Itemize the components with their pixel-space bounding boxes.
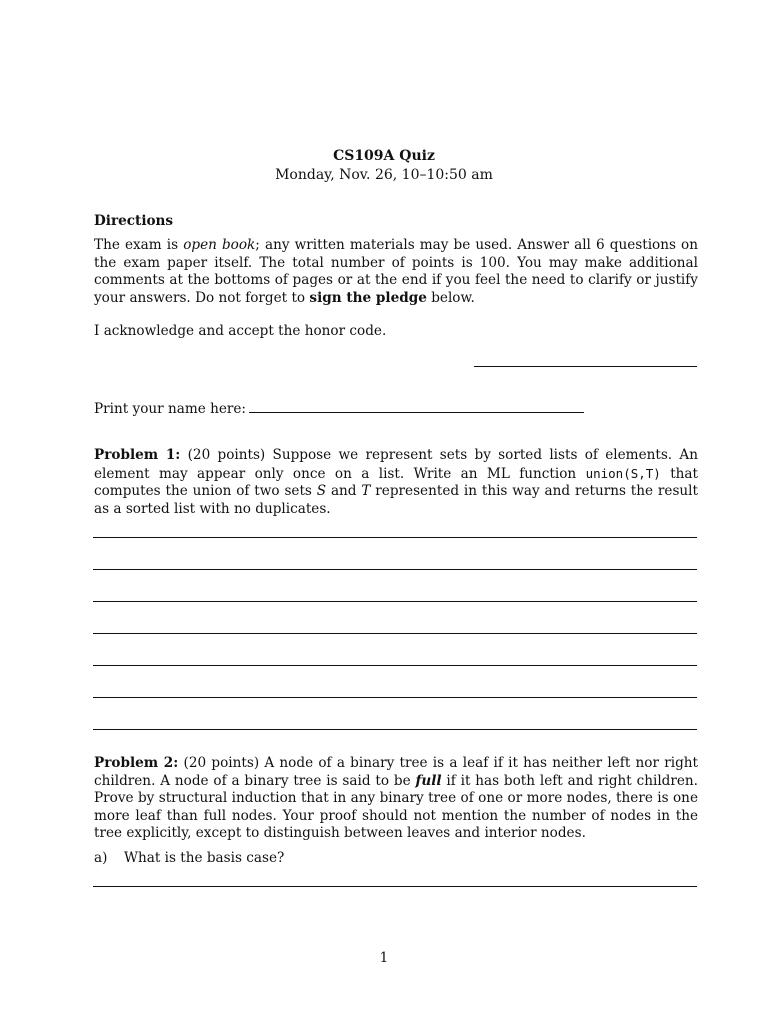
- answer-line-6[interactable]: [93, 697, 697, 698]
- directions-text-1: The exam is: [94, 237, 184, 253]
- problem-2-part-a-text: What is the basis case?: [124, 850, 285, 866]
- answer-line-part-a[interactable]: [93, 886, 697, 887]
- honor-code-text: I acknowledge and accept the honor code.: [94, 323, 387, 339]
- problem-1-var-t: T: [361, 483, 371, 499]
- problem-2-full: full: [415, 772, 442, 789]
- problem-1-text-b: represented in this way and returns the result as a sorted list with no duplicates.: [94, 483, 698, 517]
- problem-2-statement: [94, 755, 698, 843]
- directions-sign-pledge: sign the pledge: [309, 289, 427, 306]
- page-number: 1: [379, 950, 389, 966]
- problem-1-label: Problem 1:: [94, 447, 181, 463]
- signature-line[interactable]: [474, 366, 697, 367]
- problem-2-text-b: if it has both left and right children. Prove by structural induction that in any binary tree of one or more nodes, there is one more leaf than full nodes. Your proof should not mention the number of nodes in the tree explicitly, except to distinguish between leaves and interior nodes.: [94, 772, 698, 841]
- answer-line-7[interactable]: [93, 729, 697, 730]
- directions-open-book: open book: [183, 237, 256, 253]
- problem-1-text-a: that computes the union of two sets: [94, 465, 699, 499]
- answer-line-5[interactable]: [93, 665, 697, 666]
- name-line[interactable]: [249, 412, 584, 413]
- directions-heading: Directions: [94, 213, 174, 229]
- problem-1-text-intro: (20 points) Suppose we represent sets by sorted lists of elements. An element may appear only once on a list. Write an ML function: [94, 447, 698, 482]
- answer-line-1[interactable]: [93, 537, 697, 538]
- problem-2-part-a-label: a): [94, 850, 108, 866]
- directions-text-2: ; any written materials may be used. Answer all 6 questions on the exam paper itself. The total number of points is 100. You may make additional comments at the bottoms of pages or at the end if you feel the need to clarify or justify your answers. Do not forget to: [94, 237, 698, 306]
- page-subtitle: Monday, Nov. 26, 10–10:50 am: [275, 167, 493, 183]
- problem-2-text-a: (20 points) A node of a binary tree is a leaf if it has neither left nor right children. A node of a binary tree is said to be: [94, 755, 698, 789]
- page-title: CS109A Quiz: [333, 148, 435, 164]
- problem-1-text-and: and: [326, 483, 362, 499]
- answer-line-2[interactable]: [93, 569, 697, 570]
- answer-line-4[interactable]: [93, 633, 697, 634]
- name-label: Print your name here:: [94, 401, 247, 417]
- problem-1-var-s: S: [316, 483, 327, 499]
- answer-line-3[interactable]: [93, 601, 697, 602]
- problem-2-label: Problem 2:: [94, 755, 179, 771]
- directions-text-3: below.: [426, 289, 475, 306]
- problem-1-statement: [94, 447, 698, 518]
- directions-paragraph: [94, 237, 698, 307]
- problem-1-function: union(S,T): [585, 465, 661, 481]
